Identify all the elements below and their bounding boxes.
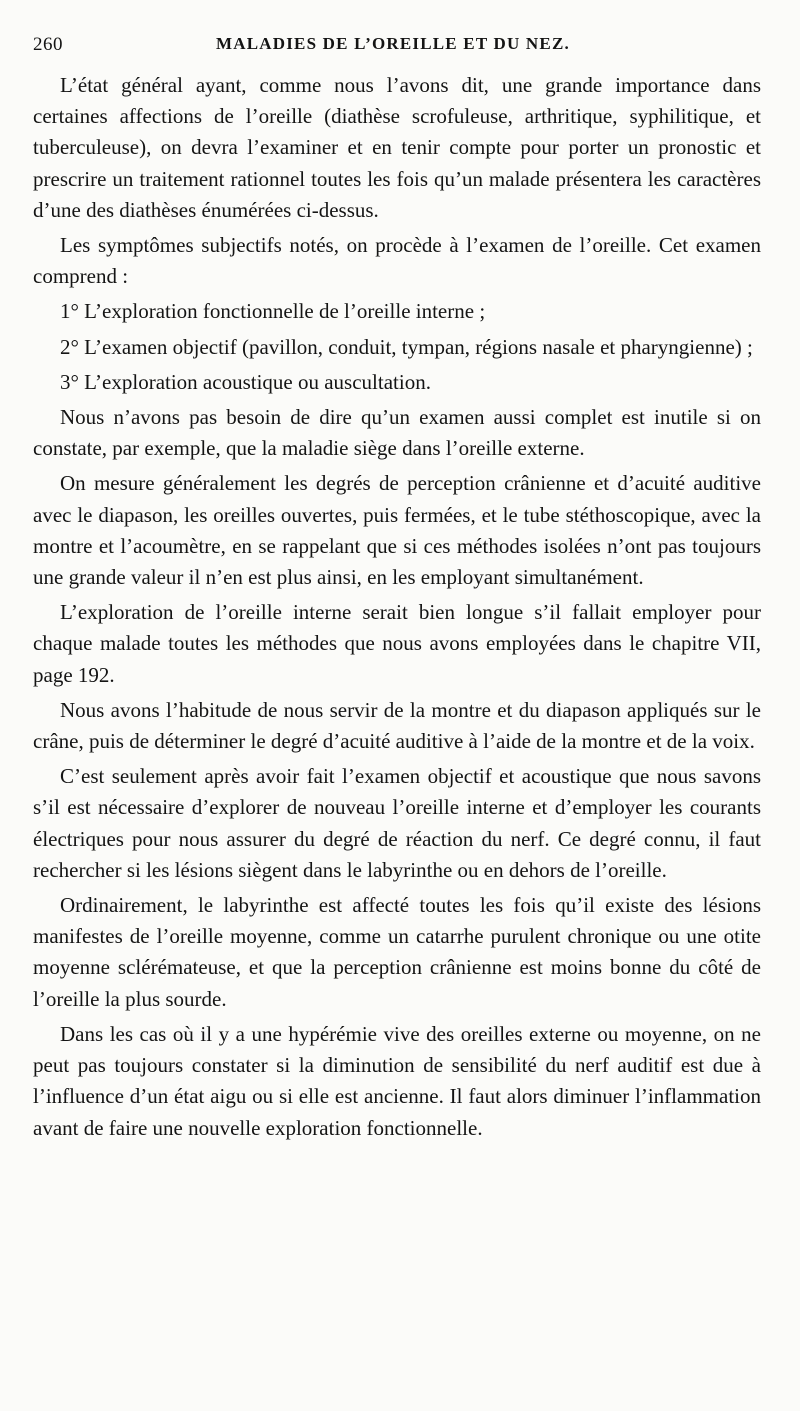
- paragraph-electric-currents: C’est seulement après avoir fait l’examen objectif et acoustique que nous savons s’il est nécessaire d’explorer de nouveau l’oreille interne et d’employer les courants électriques pour nous assurer du degré de réaction du nerf. Ce degré connu, il faut rechercher si les lésions siègent dans le labyrinthe ou en dehors de l’oreille.: [33, 764, 761, 882]
- paragraph-inner-ear-exploration: L’exploration de l’oreille interne serait bien longue s’il fallait employer pour chaque malade toutes les méthodes que nous avons employées dans le chapitre VII, page 192.: [33, 600, 761, 687]
- running-title: MALADIES DE L’OREILLE ET DU NEZ.: [216, 34, 570, 53]
- paragraph-hyperemia: Dans les cas où il y a une hypérémie vive des oreilles externe ou moyenne, on ne peut pas toujours constater si la diminution de sensibilité du nerf auditif est due à l’influence d’un état aigu ou si elle est ancienne. Il faut alors diminuer l’inflammation avant de faire une nouvelle exploration fonctionnelle.: [33, 1021, 761, 1140]
- paragraph-perception-measurement: On mesure généralement les degrés de perception crânienne et d’acuité auditive avec le diapason, les oreilles ouvertes, puis fermées, et le tube stéthoscopique, avec la montre et l’acoumètre, en se rappelant que si ces méthodes isolées n’ont pas toujours une grande valeur il n’en est plus ainsi, en les employant simultanément.: [33, 471, 761, 590]
- paragraph-labyrinth-affected: Ordinairement, le labyrinthe est affecté toutes les fois qu’il existe des lésions manifestes de l’oreille moyenne, comme un catarrhe purulent chronique ou une otite moyenne sclérémateuse, et que la perception crânienne est moins bonne du côté de l’oreille la plus sourde.: [33, 893, 761, 1011]
- paragraph-subjective-symptoms: Les symptômes subjectifs notés, on procède à l’examen de l’oreille. Cet examen comprend :: [33, 233, 761, 289]
- paragraph-watch-tuning-fork: Nous avons l’habitude de nous servir de la montre et du diapason appliqués sur le crâne, puis de déterminer le degré d’acuité auditive à l’aide de la montre et de la voix.: [33, 697, 761, 754]
- body-text: [33, 70, 761, 1144]
- page-number: 260: [33, 34, 63, 55]
- list-item-objective-exam: 2° L’examen objectif (pavillon, conduit, tympan, régions nasale et pharyngienne) ;: [60, 334, 753, 359]
- page-header: [33, 34, 760, 64]
- paragraph-complete-exam: Nous n’avons pas besoin de dire qu’un examen aussi complet est inutile si on constate, par exemple, que la maladie siège dans l’oreille externe.: [33, 405, 761, 461]
- list-item-acoustic-exploration: 3° L’exploration acoustique ou auscultation.: [60, 369, 431, 394]
- list-item-functional-exploration: 1° L’exploration fonctionnelle de l’oreille interne ;: [60, 299, 486, 324]
- paragraph-general-state: L’état général ayant, comme nous l’avons dit, une grande importance dans certaines affections de l’oreille (diathèse scrofuleuse, arthritique, syphilitique, et tuberculeuse), on devra l’examiner et en tenir compte pour porter un pronostic et prescrire un traitement rationnel toutes les fois qu’un malade présentera les caractères d’une des diathèses énumérées ci-dessus.: [33, 73, 761, 222]
